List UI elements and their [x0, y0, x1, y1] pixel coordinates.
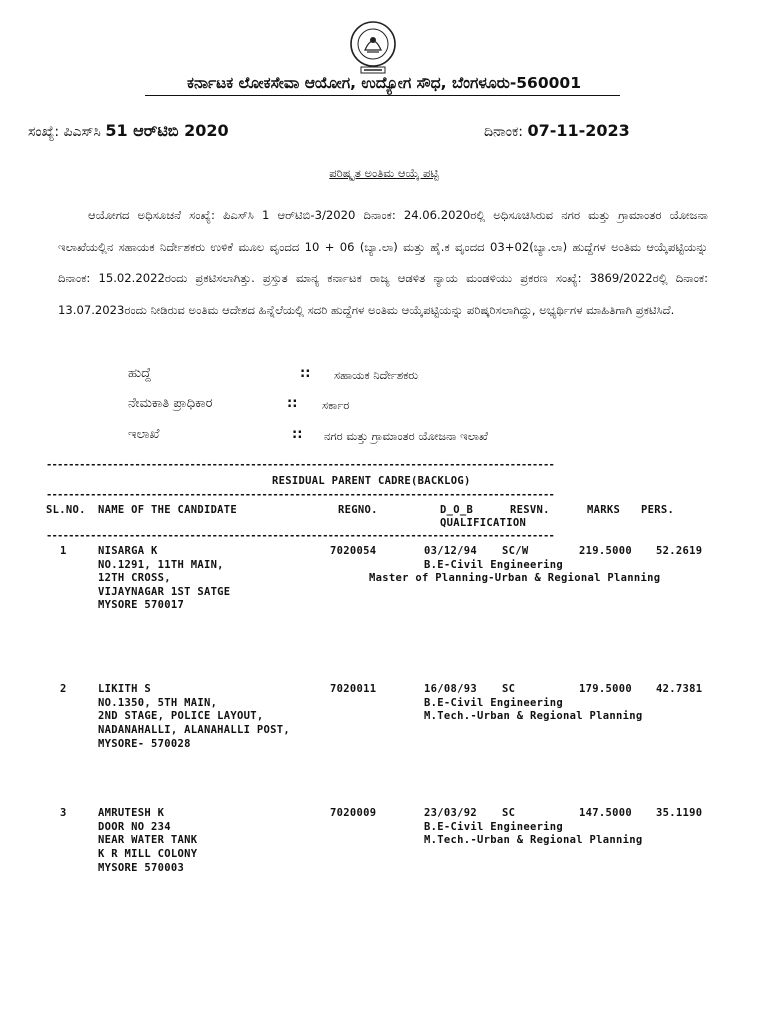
row-name: NISARGA K	[98, 545, 158, 557]
meta-label-post: ಹುದ್ದೆ	[128, 366, 152, 381]
row-regno: 7020009	[330, 807, 377, 819]
column-header-regno: REGNO.	[338, 504, 378, 516]
row-address-line: 2ND STAGE, POLICE LAYOUT,	[98, 710, 264, 722]
reference-value: 51 ಆರ್‌ಟಿಬಿ 2020	[105, 121, 229, 140]
column-header-marks: MARKS	[587, 504, 621, 516]
date-value: 07-11-2023	[527, 121, 630, 140]
table-rule-mid: --------------------------------------------------------------------------------------------	[46, 489, 554, 501]
date-label: ದಿನಾಂಕ:	[484, 124, 523, 140]
row-resvn: SC	[502, 683, 516, 695]
meta-value-department: ನಗರ ಮತ್ತು ಗ್ರಾಮಾಂತರ ಯೋಜನಾ ಇಲಾಖೆ	[324, 429, 488, 443]
row-pers: 35.1190	[656, 807, 703, 819]
column-header-name: NAME OF THE CANDIDATE	[98, 504, 238, 516]
section-title: RESIDUAL PARENT CADRE(BACKLOG)	[272, 475, 471, 487]
column-header-slno: SL.NO.	[46, 504, 86, 516]
row-dob: 16/08/93	[424, 683, 477, 695]
row-slno: 3	[60, 807, 67, 819]
notice-paragraph-text: ಆಯೋಗದ ಅಧಿಸೂಚನೆ ಸಂಖ್ಯೆ: ಪಿಎಸ್‌ಸಿ 1 ಆರ್‌ಟಿಬಿ-3/2020 ದಿನಾಂಕ: 24.06.2020ರಲ್ಲಿ ಅಧಿಸೂಚಿಸಿರುವ ನಗರ ಮತ್ತು ಗ್ರಾಮಾಂತರ ಯೋಜನಾ ಇಲಾಖೆಯಲ್ಲಿನ ಸಹಾಯಕ ನಿರ್ದೇಶಕರು ಉಳಿಕೆ ಮೂಲ ವೃಂದದ 10 + 06 (ಬ್ಯಾ.ಲಾ) ಮತ್ತು ಹೈ.ಕ ವೃಂದದ 03+02(ಬ್ಯಾ.ಲಾ) ಹುದ್ದೆಗಳ ಅಂತಿಮ ಆಯ್ಕೆಪಟ್ಟಿಯನ್ನು ದಿನಾಂಕ: 15.02.2022ರಂದು ಪ್ರಕಟಿಸಲಾಗಿತ್ತು. ಪ್ರಸ್ತುತ ಮಾನ್ಯ ಕರ್ನಾಟಕ ರಾಜ್ಯ ಆಡಳಿತ ನ್ಯಾಯ ಮಂಡಳಿಯು ಪ್ರಕರಣ ಸಂಖ್ಯೆ: 3869/2022ರಲ್ಲಿ ದಿನಾಂಕ: 13.07.2023ರಂದು ನೀಡಿರುವ ಅಂತಿಮ ಆದೇಶದ ಹಿನ್ನೆಲೆಯಲ್ಲಿ ಸದರಿ ಹುದ್ದೆಗಳ ಅಂತಿಮ ಆಯ್ಕೆಪಟ್ಟಿಯನ್ನು ಪರಿಷ್ಕರಿಸಲಾಗಿದ್ದು, ಅಭ್ಯರ್ಥಿಗಳ ಮಾಹಿತಿಗಾಗಿ ಪ್ರಕಟಿಸಿದೆ.	[58, 208, 708, 317]
row-resvn: SC	[502, 807, 516, 819]
row-marks: 179.5000	[579, 683, 632, 695]
row-qualification: B.E-Civil Engineering	[424, 697, 564, 709]
row-address-line: NO.1350, 5TH MAIN,	[98, 697, 218, 709]
row-dob: 23/03/92	[424, 807, 477, 819]
row-address-line: NEAR WATER TANK	[98, 834, 198, 846]
reference-number	[28, 121, 229, 141]
row-address-line: K R MILL COLONY	[98, 848, 198, 860]
row-qualification: M.Tech.-Urban & Regional Planning	[424, 834, 643, 846]
row-pers: 52.2619	[656, 545, 703, 557]
row-qualification: M.Tech.-Urban & Regional Planning	[424, 710, 643, 722]
row-address-line: NADANAHALLI, ALANAHALLI POST,	[98, 724, 291, 736]
row-address-line: MYSORE 570017	[98, 599, 185, 611]
meta-sep-post: ::	[300, 366, 311, 381]
row-dob: 03/12/94	[424, 545, 477, 557]
row-slno: 2	[60, 683, 67, 695]
row-address-line: MYSORE- 570028	[98, 738, 191, 750]
row-name: LIKITH S	[98, 683, 151, 695]
header-title: ಕರ್ನಾಟಕ ಲೋಕಸೇವಾ ಆಯೋಗ, ಉದ್ಯೋಗ ಸೌಧ, ಬೆಂಗಳೂರು-560001	[186, 74, 581, 92]
row-marks: 219.5000	[579, 545, 632, 557]
document-subtitle: ಪರಿಷ್ಕೃತ ಅಂತಿಮ ಆಯ್ಕೆ ಪಟ್ಟಿ	[329, 166, 439, 180]
row-qualification: Master of Planning-Urban & Regional Planning	[369, 572, 661, 584]
document-date	[484, 121, 630, 140]
meta-label-authority: ನೇಮಕಾತಿ ಪ್ರಾಧಿಕಾರ	[128, 396, 213, 411]
row-address-line: DOOR NO 234	[98, 821, 171, 833]
meta-sep-department: ::	[292, 427, 303, 442]
row-qualification: B.E-Civil Engineering	[424, 821, 564, 833]
row-name: AMRUTESH K	[98, 807, 165, 819]
column-header-pers: PERS.	[641, 504, 675, 516]
table-rule-header: --------------------------------------------------------------------------------------------	[46, 530, 554, 542]
row-address-line: 12TH CROSS,	[98, 572, 171, 584]
row-regno: 7020054	[330, 545, 377, 557]
meta-value-authority: ಸರ್ಕಾರ	[322, 398, 350, 412]
row-address-line: VIJAYNAGAR 1ST SATGE	[98, 586, 231, 598]
header-underline	[145, 95, 620, 96]
meta-value-post: ಸಹಾಯಕ ನಿರ್ದೇಶಕರು	[334, 368, 419, 382]
meta-sep-authority: ::	[287, 396, 298, 411]
row-slno: 1	[60, 545, 67, 557]
row-marks: 147.5000	[579, 807, 632, 819]
meta-label-department: ಇಲಾಖೆ	[128, 427, 160, 442]
table-rule-top: --------------------------------------------------------------------------------------------	[46, 459, 554, 471]
column-header-dob: D_O_B	[440, 504, 474, 516]
row-address-line: NO.1291, 11TH MAIN,	[98, 559, 224, 571]
row-regno: 7020011	[330, 683, 377, 695]
row-resvn: SC/W	[502, 545, 529, 557]
row-qualification: B.E-Civil Engineering	[424, 559, 564, 571]
kpsc-seal-emblem	[343, 18, 403, 76]
reference-label: ಸಂಖ್ಯೆ: ಪಿಎಸ್‌ಸಿ	[28, 124, 101, 140]
column-header-resvn: RESVN.	[510, 504, 550, 516]
column-header-qualification: QUALIFICATION	[440, 517, 527, 529]
row-address-line: MYSORE 570003	[98, 862, 185, 874]
row-pers: 42.7381	[656, 683, 703, 695]
notice-paragraph	[58, 200, 708, 326]
